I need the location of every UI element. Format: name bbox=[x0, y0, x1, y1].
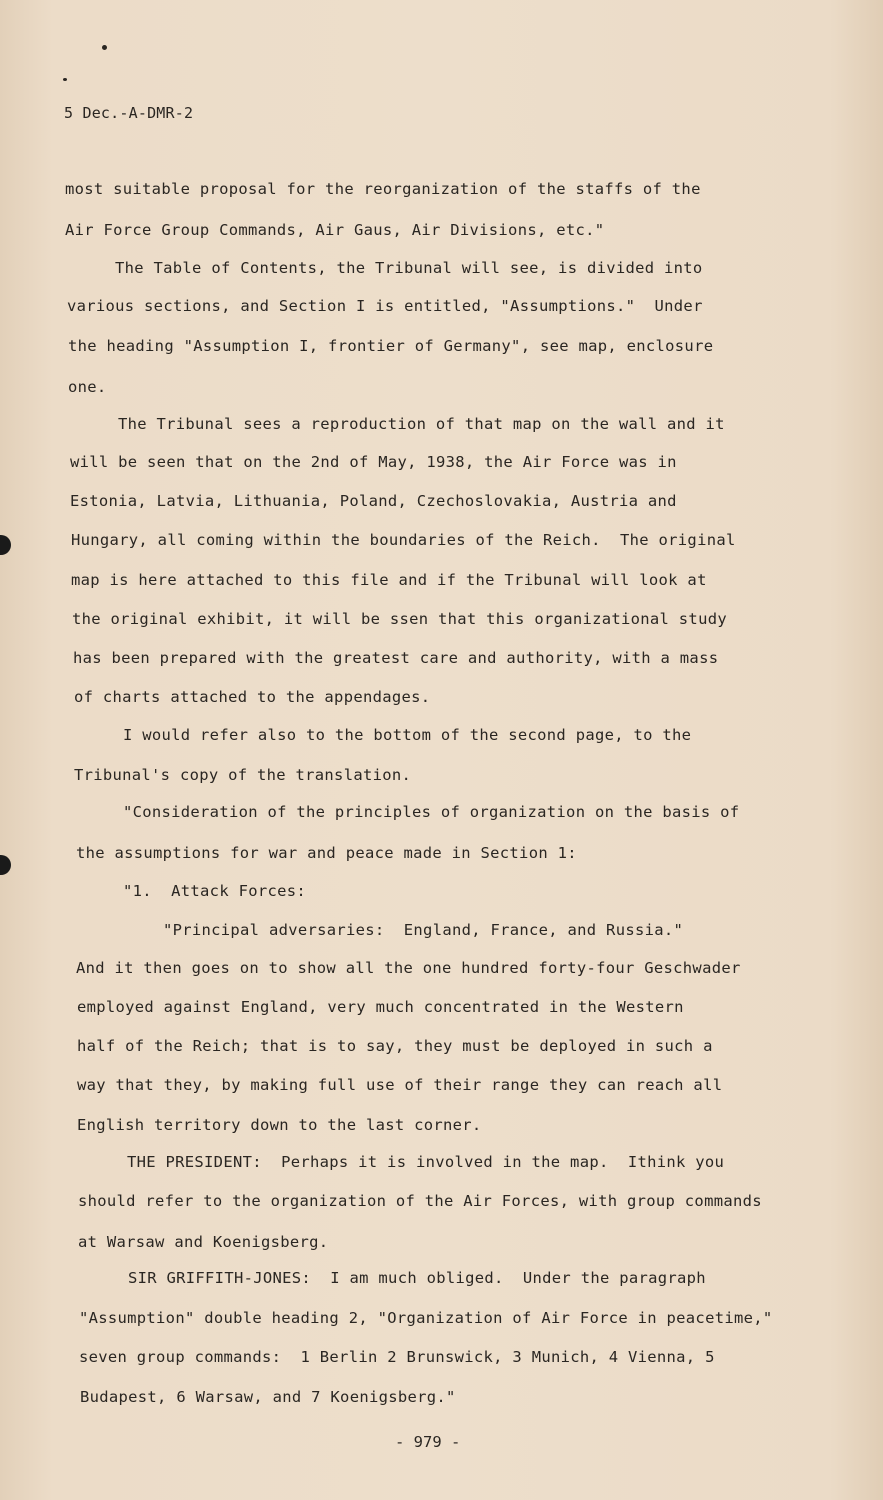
text-line: one. bbox=[68, 378, 107, 396]
text-line: Tribunal's copy of the translation. bbox=[74, 766, 412, 784]
text-line: map is here attached to this file and if the Tribunal will look at bbox=[71, 571, 707, 589]
punch-hole bbox=[0, 855, 11, 875]
text-line: English territory down to the last corner. bbox=[77, 1116, 482, 1134]
text-line: at Warsaw and Koenigsberg. bbox=[78, 1233, 329, 1251]
text-line: various sections, and Section I is entitled, "Assumptions." Under bbox=[67, 297, 703, 315]
ink-speck bbox=[102, 45, 107, 50]
text-line: "1. Attack Forces: bbox=[123, 882, 307, 900]
text-line: has been prepared with the greatest care and authority, with a mass bbox=[73, 649, 719, 667]
text-line: Hungary, all coming within the boundaries of the Reich. The original bbox=[71, 531, 736, 549]
punch-hole bbox=[0, 535, 11, 555]
text-line: employed against England, very much concentrated in the Western bbox=[77, 998, 684, 1016]
text-line: the heading "Assumption I, frontier of Germany", see map, enclosure bbox=[68, 337, 714, 355]
text-line: of charts attached to the appendages. bbox=[74, 688, 431, 706]
text-line: The Tribunal sees a reproduction of that map on the wall and it bbox=[118, 415, 725, 433]
text-line: The Table of Contents, the Tribunal will see, is divided into bbox=[115, 259, 703, 277]
text-line: SIR GRIFFITH-JONES: I am much obliged. Under the paragraph bbox=[128, 1269, 706, 1287]
text-line: seven group commands: 1 Berlin 2 Brunswick, 3 Munich, 4 Vienna, 5 bbox=[79, 1348, 715, 1366]
text-line: And it then goes on to show all the one hundred forty-four Geschwader bbox=[76, 959, 741, 977]
text-line: the assumptions for war and peace made in Section 1: bbox=[76, 844, 577, 862]
document-header: 5 Dec.-A-DMR-2 bbox=[64, 104, 194, 122]
page-number: - 979 - bbox=[395, 1433, 461, 1451]
text-line: "Assumption" double heading 2, "Organization of Air Force in peacetime," bbox=[79, 1309, 773, 1327]
text-line: half of the Reich; that is to say, they must be deployed in such a bbox=[77, 1037, 713, 1055]
text-line: Estonia, Latvia, Lithuania, Poland, Czechoslovakia, Austria and bbox=[70, 492, 677, 510]
text-line: "Consideration of the principles of organization on the basis of bbox=[123, 803, 740, 821]
text-line: most suitable proposal for the reorganization of the staffs of the bbox=[65, 180, 701, 198]
text-line: Air Force Group Commands, Air Gaus, Air Divisions, etc." bbox=[65, 221, 605, 239]
ink-speck bbox=[63, 78, 67, 81]
text-line: "Principal adversaries: England, France, and Russia." bbox=[163, 921, 684, 939]
text-line: Budapest, 6 Warsaw, and 7 Koenigsberg." bbox=[80, 1388, 456, 1406]
text-line: should refer to the organization of the Air Forces, with group commands bbox=[78, 1192, 762, 1210]
text-line: the original exhibit, it will be ssen that this organizational study bbox=[72, 610, 727, 628]
text-line: I would refer also to the bottom of the second page, to the bbox=[123, 726, 692, 744]
text-line: will be seen that on the 2nd of May, 1938, the Air Force was in bbox=[70, 453, 677, 471]
text-line: THE PRESIDENT: Perhaps it is involved in the map. Ithink you bbox=[127, 1153, 725, 1171]
text-line: way that they, by making full use of their range they can reach all bbox=[77, 1076, 723, 1094]
